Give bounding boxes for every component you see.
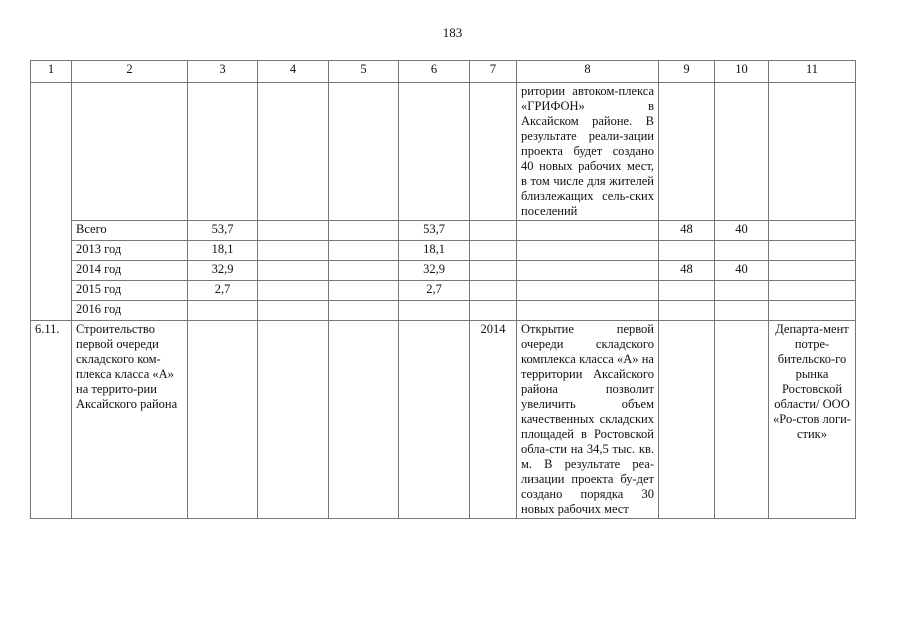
cell-col6: 2,7 <box>399 281 470 301</box>
cell-col6: 53,7 <box>399 221 470 241</box>
row-label: 2014 год <box>72 261 188 281</box>
col-header-3: 3 <box>188 61 258 83</box>
page-number: 183 <box>442 25 463 40</box>
row-label: Всего <box>72 221 188 241</box>
item-executor: Департа-мент потре-бительско-го рынка Ростовской области/ ООО «Ро-стов логи-стик» <box>769 321 856 519</box>
cell-col3: 18,1 <box>188 241 258 261</box>
cell-col3: 2,7 <box>188 281 258 301</box>
cell-col6 <box>399 301 470 321</box>
table-row-2013 <box>31 241 856 261</box>
table-row-total <box>31 221 856 241</box>
table-row-2016 <box>31 301 856 321</box>
program-table <box>30 60 856 519</box>
cell-col10: 40 <box>715 221 769 241</box>
col-header-5: 5 <box>329 61 399 83</box>
col-header-9: 9 <box>659 61 715 83</box>
cell-col10 <box>715 281 769 301</box>
cell-col3 <box>188 301 258 321</box>
cell-col3: 32,9 <box>188 261 258 281</box>
item-result-text: Открытие первой очереди складского комплекса класса «А» на территории Аксайского района позволит увеличить объем качественных складских площадей в Ростовской обла-сти на 34,5 тыс. кв. м. В результате реа-лизации проекта бу-дет создано порядка 30 новых рабочих мест <box>517 321 659 519</box>
col-header-8: 8 <box>517 61 659 83</box>
col-header-10: 10 <box>715 61 769 83</box>
cell-col9: 48 <box>659 221 715 241</box>
cell-col9: 48 <box>659 261 715 281</box>
col-header-4: 4 <box>258 61 329 83</box>
row-label: 2013 год <box>72 241 188 261</box>
column-number-row <box>31 61 856 83</box>
item-year: 2014 <box>470 321 517 519</box>
cell-col6: 32,9 <box>399 261 470 281</box>
col-header-1: 1 <box>31 61 72 83</box>
table-row-2014 <box>31 261 856 281</box>
number-cell-prev <box>31 83 72 321</box>
cell-col10: 40 <box>715 261 769 281</box>
continuation-result-text: ритории автоком-плекса «ГРИФОН» в Аксайском районе. В результате реали-зации проекта будет создано 40 новых рабочих мест, в том числе для жителей близлежащих сель-ских поселений <box>517 83 659 221</box>
table-row-2015 <box>31 281 856 301</box>
col-header-2: 2 <box>72 61 188 83</box>
row-label: 2016 год <box>72 301 188 321</box>
cell-col9 <box>659 281 715 301</box>
cell-col10 <box>715 241 769 261</box>
cell-col9 <box>659 301 715 321</box>
item-name: Строительство первой очереди складского ком-плекса класса «А» на террито-рии Аксайского района <box>72 321 188 519</box>
cell-col3: 53,7 <box>188 221 258 241</box>
cell-col9 <box>659 241 715 261</box>
table-row-item-6-11 <box>31 321 856 519</box>
col-header-7: 7 <box>470 61 517 83</box>
continuation-row <box>31 83 856 221</box>
cell-col6: 18,1 <box>399 241 470 261</box>
col-header-6: 6 <box>399 61 470 83</box>
cell-col10 <box>715 301 769 321</box>
row-label: 2015 год <box>72 281 188 301</box>
col-header-11: 11 <box>769 61 856 83</box>
item-number: 6.11. <box>31 321 72 519</box>
